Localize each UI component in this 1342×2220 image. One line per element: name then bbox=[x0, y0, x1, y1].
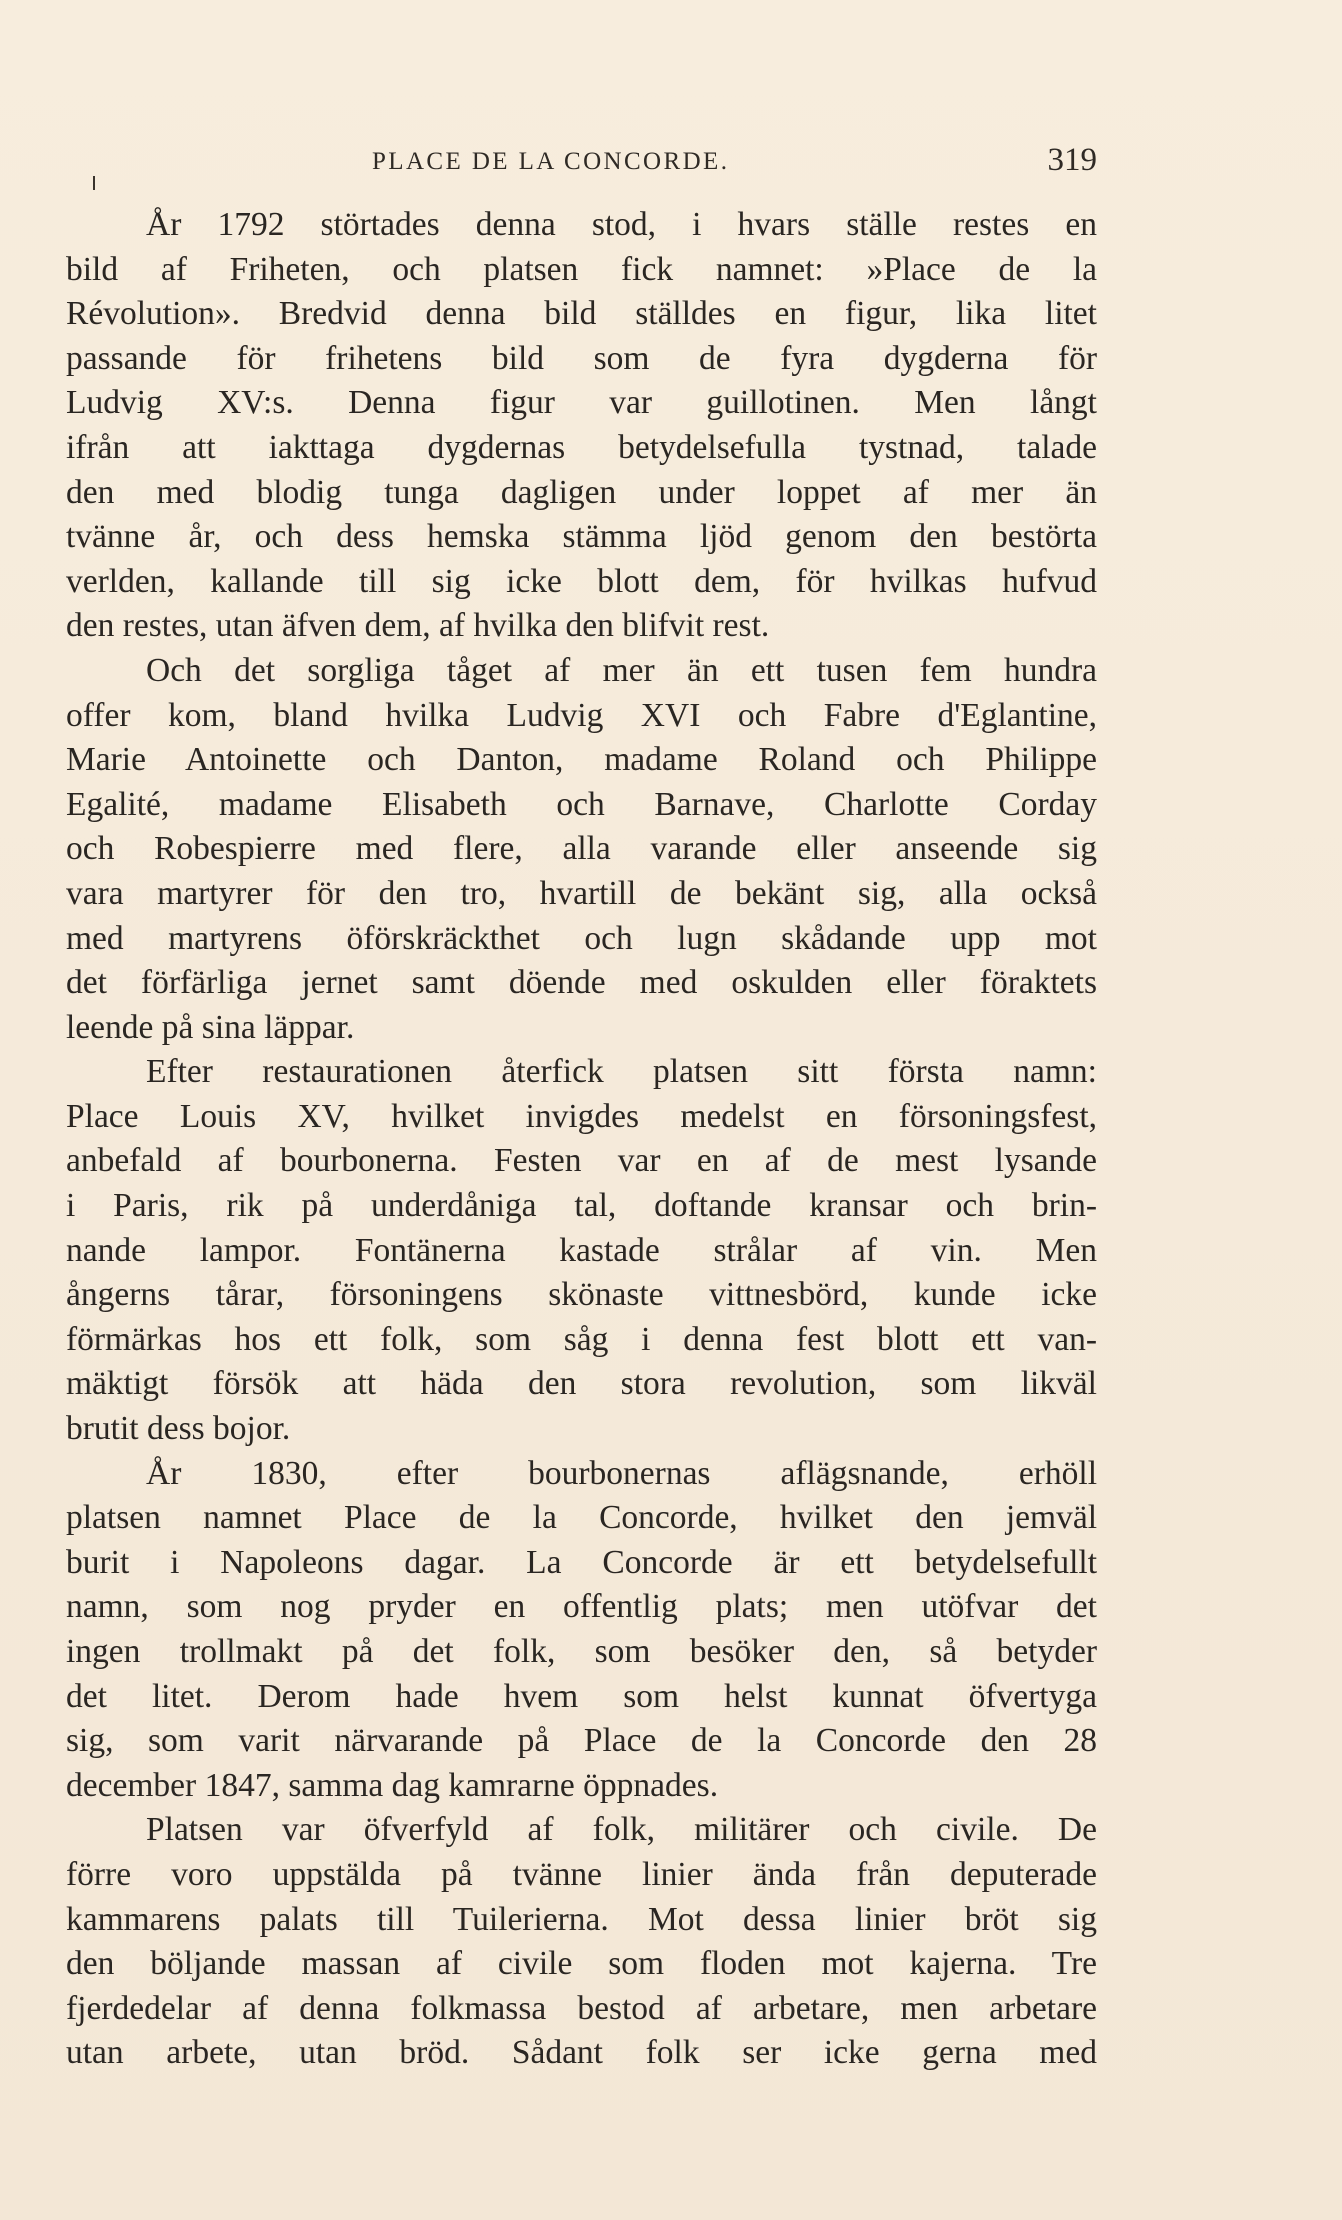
text-line: Place Louis XV, hvilket invigdes medelst en försoningsfest, bbox=[66, 1097, 1097, 1135]
text-line: Platsen var öfverfyld af folk, militärer och civile. De bbox=[146, 1811, 1097, 1849]
text-line: brutit dess bojor. bbox=[66, 1410, 291, 1448]
body-text bbox=[66, 203, 1097, 2076]
text-line: verlden, kallande till sig icke blott dem, för hvilkas hufvud bbox=[66, 562, 1097, 600]
text-line: ångerns tårar, försoningens skönaste vittnesbörd, kunde icke bbox=[66, 1276, 1097, 1314]
text-line: och Robespierre med flere, alla varande eller anseende sig bbox=[66, 830, 1097, 868]
text-line: burit i Napoleons dagar. La Concorde är ett betydelsefullt bbox=[66, 1543, 1097, 1581]
text-line: vara martyrer för den tro, hvartill de bekänt sig, alla också bbox=[66, 874, 1097, 912]
text-line: kammarens palats till Tuilerierna. Mot dessa linier bröt sig bbox=[66, 1900, 1097, 1938]
text-line: den böljande massan af civile som floden mot kajerna. Tre bbox=[66, 1945, 1097, 1983]
text-line: platsen namnet Place de la Concorde, hvilket den jemväl bbox=[66, 1499, 1097, 1537]
text-line: offer kom, bland hvilka Ludvig XVI och Fabre d'Eglantine, bbox=[66, 696, 1097, 734]
text-line: nande lampor. Fontänerna kastade strålar af vin. Men bbox=[66, 1231, 1097, 1269]
running-title: PLACE DE LA CONCORDE. bbox=[372, 148, 730, 175]
text-line: bild af Friheten, och platsen fick namnet: »Place de la bbox=[66, 250, 1097, 288]
page-header bbox=[372, 142, 1097, 186]
text-line: passande för frihetens bild som de fyra dygderna för bbox=[66, 339, 1097, 377]
text-line: leende på sina läppar. bbox=[66, 1008, 355, 1046]
text-line: mäktigt försök att häda den stora revolution, som likväl bbox=[66, 1365, 1097, 1403]
text-line: anbefald af bourbonerna. Festen var en af de mest lysande bbox=[66, 1142, 1097, 1180]
text-line: namn, som nog pryder en offentlig plats; men utöfvar det bbox=[66, 1588, 1097, 1626]
text-line: ifrån att iakttaga dygdernas betydelsefulla tystnad, talade bbox=[66, 428, 1097, 466]
text-line: År 1830, efter bourbonernas aflägsnande, erhöll bbox=[146, 1454, 1097, 1492]
text-line: Ludvig XV:s. Denna figur var guillotinen. Men långt bbox=[66, 384, 1097, 422]
text-line: den med blodig tunga dagligen under loppet af mer än bbox=[66, 473, 1097, 511]
text-line: ingen trollmakt på det folk, som besöker den, så betyder bbox=[66, 1633, 1097, 1670]
text-line: förre voro uppstälda på tvänne linier ända från deputerade bbox=[66, 1855, 1097, 1893]
text-line: Och det sorgliga tåget af mer än ett tusen fem hundra bbox=[146, 651, 1097, 689]
text-line: Egalité, madame Elisabeth och Barnave, Charlotte Corday bbox=[66, 785, 1097, 823]
page-number: 319 bbox=[1047, 142, 1097, 178]
text-line: Efter restaurationen återfick platsen sitt första namn: bbox=[146, 1053, 1097, 1091]
text-line: december 1847, samma dag kamrarne öppnades. bbox=[66, 1766, 719, 1804]
text-line: det förfärliga jernet samt döende med oskulden eller föraktets bbox=[66, 964, 1097, 1002]
text-line: sig, som varit närvarande på Place de la Concorde den 28 bbox=[66, 1722, 1097, 1760]
text-line: förmärkas hos ett folk, som såg i denna fest blott ett van- bbox=[66, 1320, 1097, 1358]
text-line: Révolution». Bredvid denna bild ställdes en figur, lika litet bbox=[66, 295, 1097, 333]
text-line: tvänne år, och dess hemska stämma ljöd genom den bestörta bbox=[66, 518, 1097, 556]
text-line: det litet. Derom hade hvem som helst kunnat öfvertyga bbox=[66, 1677, 1097, 1715]
text-line: i Paris, rik på underdåniga tal, doftande kransar och brin- bbox=[66, 1187, 1097, 1225]
text-line: År 1792 störtades denna stod, i hvars ställe restes en bbox=[146, 206, 1097, 243]
text-line: Marie Antoinette och Danton, madame Roland och Philippe bbox=[66, 741, 1097, 779]
text-line: den restes, utan äfven dem, af hvilka den blifvit rest. bbox=[66, 607, 770, 645]
text-line: fjerdedelar af denna folkmassa bestod af arbetare, men arbetare bbox=[66, 1989, 1097, 2027]
margin-mark bbox=[93, 176, 95, 190]
text-line: med martyrens öförskräckthet och lugn skådande upp mot bbox=[66, 919, 1097, 957]
text-line: utan arbete, utan bröd. Sådant folk ser icke gerna med bbox=[66, 2034, 1097, 2072]
